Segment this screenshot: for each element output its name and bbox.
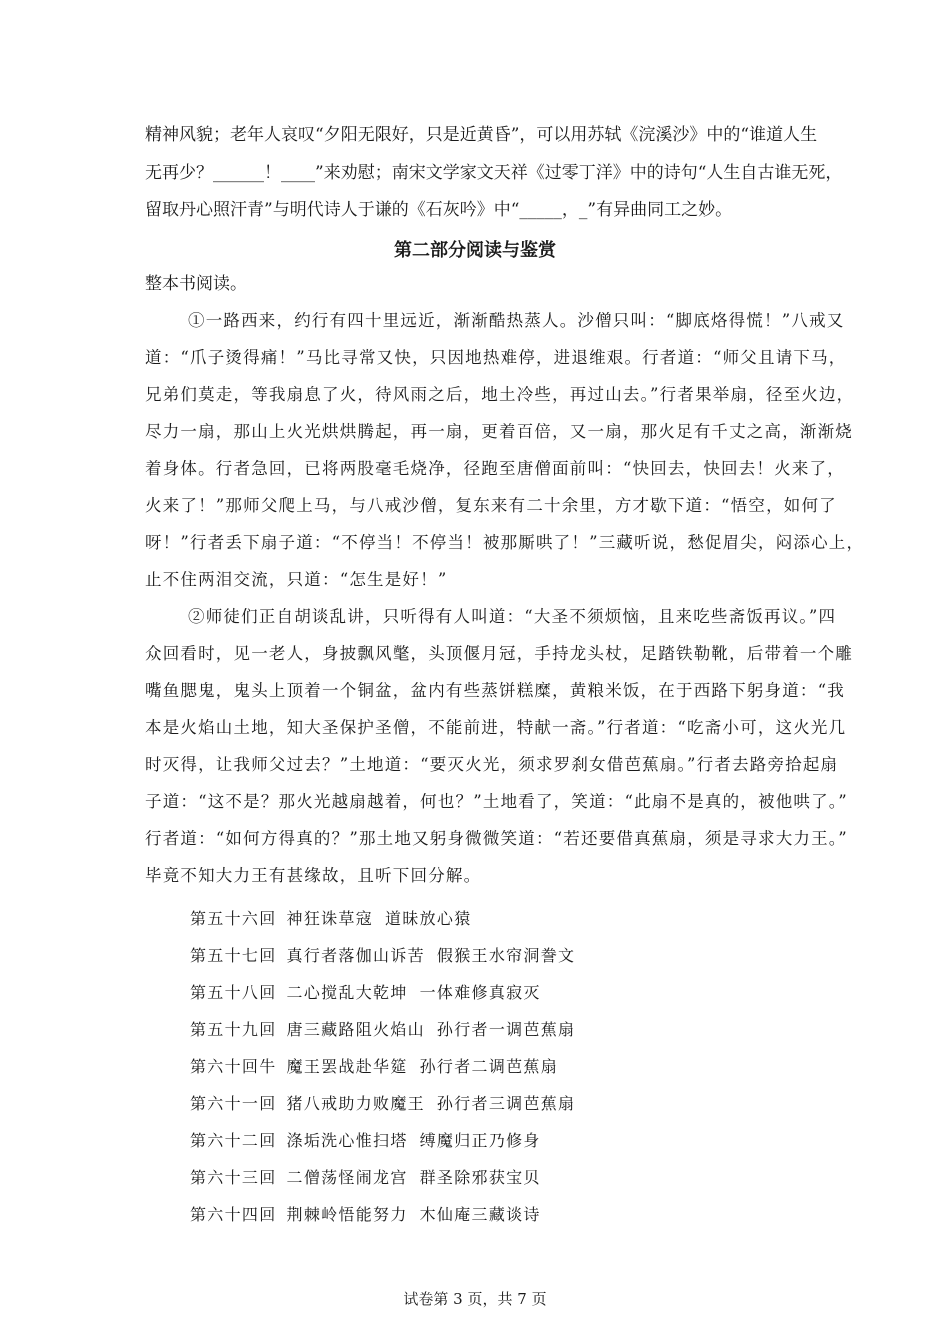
chapter-title-part2: 孙行者一调芭蕉扇 bbox=[436, 1020, 576, 1039]
passage1-line: 兄弟们莫走，等我扇息了火，待风雨之后，地土冷些，再过山去。”行者果举扇，径至火边， bbox=[145, 385, 855, 404]
page-footer: 试卷第 3 页，共 7 页 bbox=[403, 1290, 547, 1308]
passage1-line: 止不住两泪交流，只道：“怎生是好！” bbox=[145, 570, 448, 589]
chapter-entry bbox=[190, 943, 575, 966]
chapter-number: 第六十回牛 bbox=[190, 1057, 277, 1076]
chapter-title-part2: 孙行者二调芭蕉扇 bbox=[419, 1057, 559, 1076]
passage1-line: 道：“爪子烫得痛！”马比寻常又快，只因地热难停，进退维艰。行者道：“师父且请下马， bbox=[145, 348, 847, 367]
poetry-line-2: 无再少？______！____”来劝慰；南宋文学家文天祥《过零丁洋》中的诗句“人生自古谁无死， bbox=[145, 163, 843, 183]
chapter-title-part2: 道昧放心猿 bbox=[385, 909, 472, 928]
chapter-title-part1: 唐三藏路阻火焰山 bbox=[286, 1020, 425, 1039]
chapter-title-part2: 孙行者三调芭蕉扇 bbox=[436, 1094, 576, 1113]
passage1-line: 呀！”行者丢下扇子道：“不停当！不停当！被那厮哄了！”三藏听说，愁促眉尖，闷添心上， bbox=[145, 533, 865, 552]
passage2-line: 时灭得，让我师父过去？”土地道：“要灭火光，须求罗刹女借芭蕉扇。”行者去路旁拾起扇 bbox=[145, 755, 839, 774]
chapter-number: 第六十三回 bbox=[190, 1168, 277, 1187]
chapter-number: 第五十八回 bbox=[190, 983, 277, 1002]
passage2-line: 毕竟不知大力王有甚缘故，且听下回分解。 bbox=[145, 866, 482, 885]
chapter-title-part1: 荆棘岭悟能努力 bbox=[286, 1205, 408, 1224]
passage1-line: ①一路西来，约行有四十里远近，渐渐酷热蒸人。沙僧只叫：“脚底烙得慌！”八戒又 bbox=[188, 311, 845, 330]
chapter-entry bbox=[190, 980, 541, 1003]
chapter-title-part2: 群圣除邪获宝贝 bbox=[419, 1168, 541, 1187]
passage2-line: 本是火焰山土地，知大圣保护圣僧，不能前进，特献一斋。”行者道：“吃斋小可，这火光几 bbox=[145, 718, 847, 737]
passage2-line: 子道：“这不是？那火光越扇越着，何也？”土地看了，笑道：“此扇不是真的，被他哄了。” bbox=[145, 792, 848, 811]
chapter-title-part1: 二僧荡怪闹龙宫 bbox=[286, 1168, 408, 1187]
chapter-number: 第五十九回 bbox=[190, 1020, 277, 1039]
chapter-number: 第五十七回 bbox=[190, 946, 277, 965]
chapter-title-part2: 假猴王水帘洞誊文 bbox=[436, 946, 576, 965]
chapter-title-part2: 木仙庵三藏谈诗 bbox=[419, 1205, 541, 1224]
intro-text: 整本书阅读。 bbox=[145, 274, 247, 294]
passage2-line: ②师徒们正自胡谈乱讲，只听得有人叫道：“大圣不须烦恼，且来吃些斋饭再议。”四 bbox=[188, 607, 837, 626]
chapter-title-part2: 一体难修真寂灭 bbox=[419, 983, 541, 1002]
chapter-title-part1: 神狂诛草寇 bbox=[286, 909, 374, 928]
passage2-line: 行者道：“如何方得真的？”那土地又躬身微微笑道：“若还要借真蕉扇，须是寻求大力王。” bbox=[145, 829, 848, 848]
chapter-title-part2: 缚魔归正乃修身 bbox=[419, 1131, 541, 1150]
chapter-title-part1: 二心搅乱大乾坤 bbox=[286, 983, 408, 1002]
chapter-number: 第六十一回 bbox=[190, 1094, 277, 1113]
chapter-entry bbox=[190, 1128, 541, 1151]
poetry-line-1: 精神风貌；老年人哀叹“夕阳无限好，只是近黄昏”，可以用苏轼《浣溪沙》中的“谁道人生 bbox=[145, 125, 818, 145]
passage1-line: 着身体。行者急回，已将两股毫毛烧净，径跑至唐僧面前叫：“快回去，快回去！火来了， bbox=[145, 459, 845, 478]
chapter-title-part1: 魔王罢战赴华筵 bbox=[286, 1057, 408, 1076]
poetry-line-3: 留取丹心照汗青”与明代诗人于谦的《石灰吟》中“_____，_”有异曲同工之妙。 bbox=[145, 200, 733, 220]
part-title: 第二部分阅读与鉴赏 bbox=[394, 240, 556, 261]
chapter-number: 第六十四回 bbox=[190, 1205, 277, 1224]
chapter-entry bbox=[190, 906, 472, 929]
chapter-title-part1: 猪八戒助力败魔王 bbox=[286, 1094, 425, 1113]
chapter-entry bbox=[190, 1202, 541, 1225]
chapter-entry bbox=[190, 1091, 575, 1114]
chapter-number: 第五十六回 bbox=[190, 909, 277, 928]
chapter-title-part1: 真行者落伽山诉苦 bbox=[286, 946, 425, 965]
chapter-title-part1: 涤垢洗心惟扫塔 bbox=[286, 1131, 408, 1150]
passage1-line: 尽力一扇，那山上火光烘烘腾起，再一扇，更着百倍，又一扇，那火足有千丈之高，渐渐烧 bbox=[145, 422, 853, 441]
chapter-entry bbox=[190, 1054, 558, 1077]
passage2-line: 嘴鱼腮鬼，鬼头上顶着一个铜盆，盆内有些蒸饼糕糜，黄粮米饭，在于西路下躬身道：“我 bbox=[145, 681, 845, 700]
chapter-entry bbox=[190, 1165, 541, 1188]
chapter-number: 第六十二回 bbox=[190, 1131, 277, 1150]
passage1-line: 火来了！”那师父爬上马，与八戒沙僧，复东来有二十余里，方才歇下道：“悟空，如何了 bbox=[145, 496, 837, 515]
chapter-entry bbox=[190, 1017, 575, 1040]
passage2-line: 众回看时，见一老人，身披飘风氅，头顶偃月冠，手持龙头杖，足踏铁勒靴，后带着一个雕 bbox=[145, 644, 853, 663]
